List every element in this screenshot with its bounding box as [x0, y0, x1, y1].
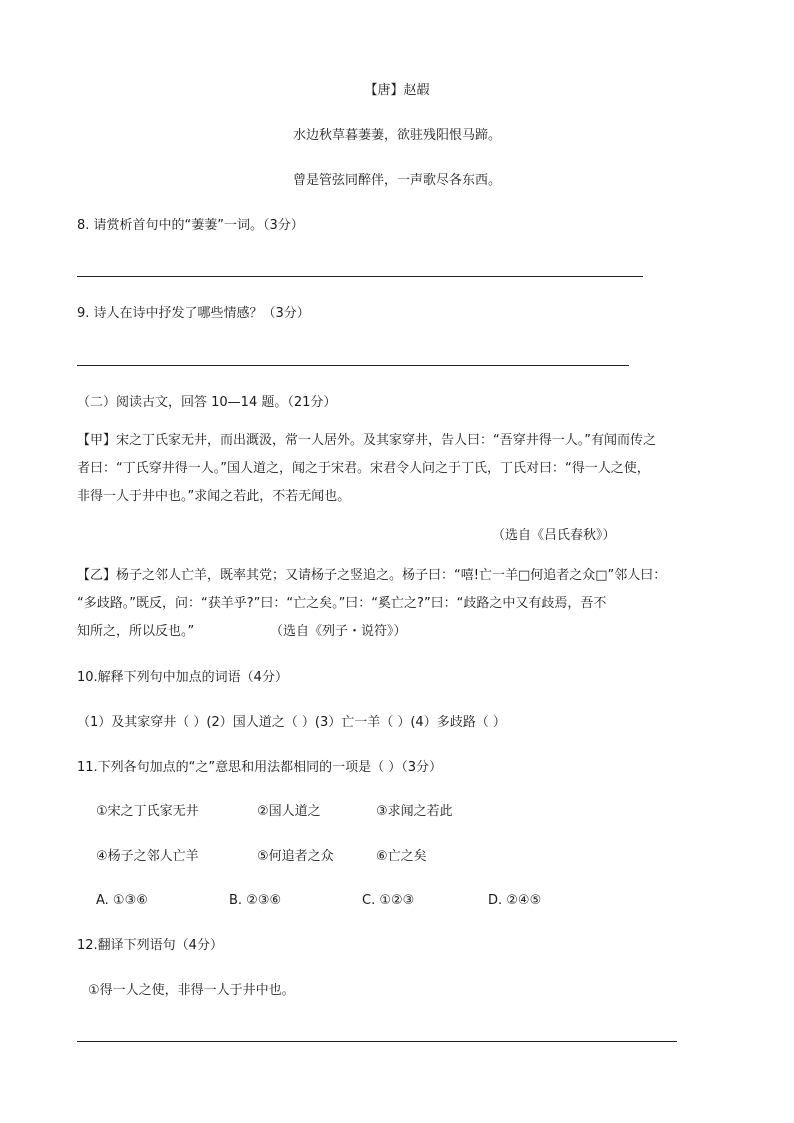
- question-10: 10.解释下列句中加点的词语（4分）: [77, 670, 288, 685]
- passage-jia-line-3: 非得一人于井中也。”求闻之若此，不若无闻也。: [77, 489, 351, 504]
- passage-jia-line-2: 者曰：“丁氏穿井得一人。”国人道之，闻之于宋君。宋君令人问之于丁氏，丁氏对曰：“得一人之使，: [77, 461, 650, 476]
- poem-line-2: 曾是管弦同醉伴，一声歌尽各东西。: [292, 173, 501, 188]
- passage-jia-line-1: 【甲】宋之丁氏家无井，而出溉汲，常一人居外。及其家穿井，告人曰：“吾穿井得一人。”有闻而传之: [77, 433, 656, 448]
- question-10-items: （1）及其家穿井（ ）(2）国人道之（ ）(3）亡一羊（ ）(4）多歧路（ ）: [77, 715, 506, 730]
- sentence-1: ①宋之丁氏家无井: [96, 804, 199, 819]
- sentence-6: ⑥亡之矣: [376, 849, 427, 864]
- passage-yi-line-1: 【乙】杨子之邻人亡羊，既率其党；又请杨子之竖追之。杨子曰：“嘻!亡一羊□何追者之众□”邻人曰：: [77, 568, 667, 583]
- answer-line-12[interactable]: [77, 1041, 677, 1042]
- passage-yi-source: （选自《列子・说符》）: [270, 624, 407, 639]
- poem-author: 【唐】赵嘏: [364, 83, 430, 98]
- question-9: 9. 诗人在诗中抒发了哪些情感？（3分）: [77, 306, 310, 321]
- question-11: 11.下列各句加点的“之”意思和用法都相同的一项是（ ）（3分）: [77, 760, 443, 775]
- section-2-heading: （二）阅读古文，回答 10—14 题。（21分）: [77, 395, 337, 410]
- option-b[interactable]: B. ②③⑥: [229, 893, 282, 908]
- question-12-item-1: ①得一人之使，非得一人于井中也。: [88, 983, 295, 998]
- question-8: 8. 请赏析首句中的“萋萋”一词。（3分）: [77, 218, 304, 233]
- question-12: 12.翻译下列语句（4分）: [77, 938, 223, 953]
- sentence-2: ②国人道之: [257, 804, 321, 819]
- option-c[interactable]: C. ①②③: [362, 893, 415, 908]
- option-a[interactable]: A. ①③⑥: [96, 893, 148, 908]
- passage-yi-line-2: “多歧路。”既反，问：“获羊乎?”曰：“亡之矣。”曰：“奚亡之?”曰：“歧路之中又有歧焉，吾不: [77, 596, 607, 611]
- answer-line-8[interactable]: [77, 276, 643, 277]
- answer-line-9[interactable]: [77, 365, 629, 366]
- sentence-4: ④杨子之邻人亡羊: [96, 849, 199, 864]
- option-d[interactable]: D. ②④⑤: [488, 893, 542, 908]
- sentence-3: ③求闻之若此: [376, 804, 453, 819]
- poem-line-1: 水边秋草暮萋萋，欲驻残阳恨马蹄。: [292, 128, 501, 143]
- passage-yi-line-3: 知所之，所以反也。”: [77, 624, 195, 639]
- passage-jia-source: （选自《吕氏春秋》）: [492, 528, 616, 543]
- sentence-5: ⑤何追者之众: [257, 849, 334, 864]
